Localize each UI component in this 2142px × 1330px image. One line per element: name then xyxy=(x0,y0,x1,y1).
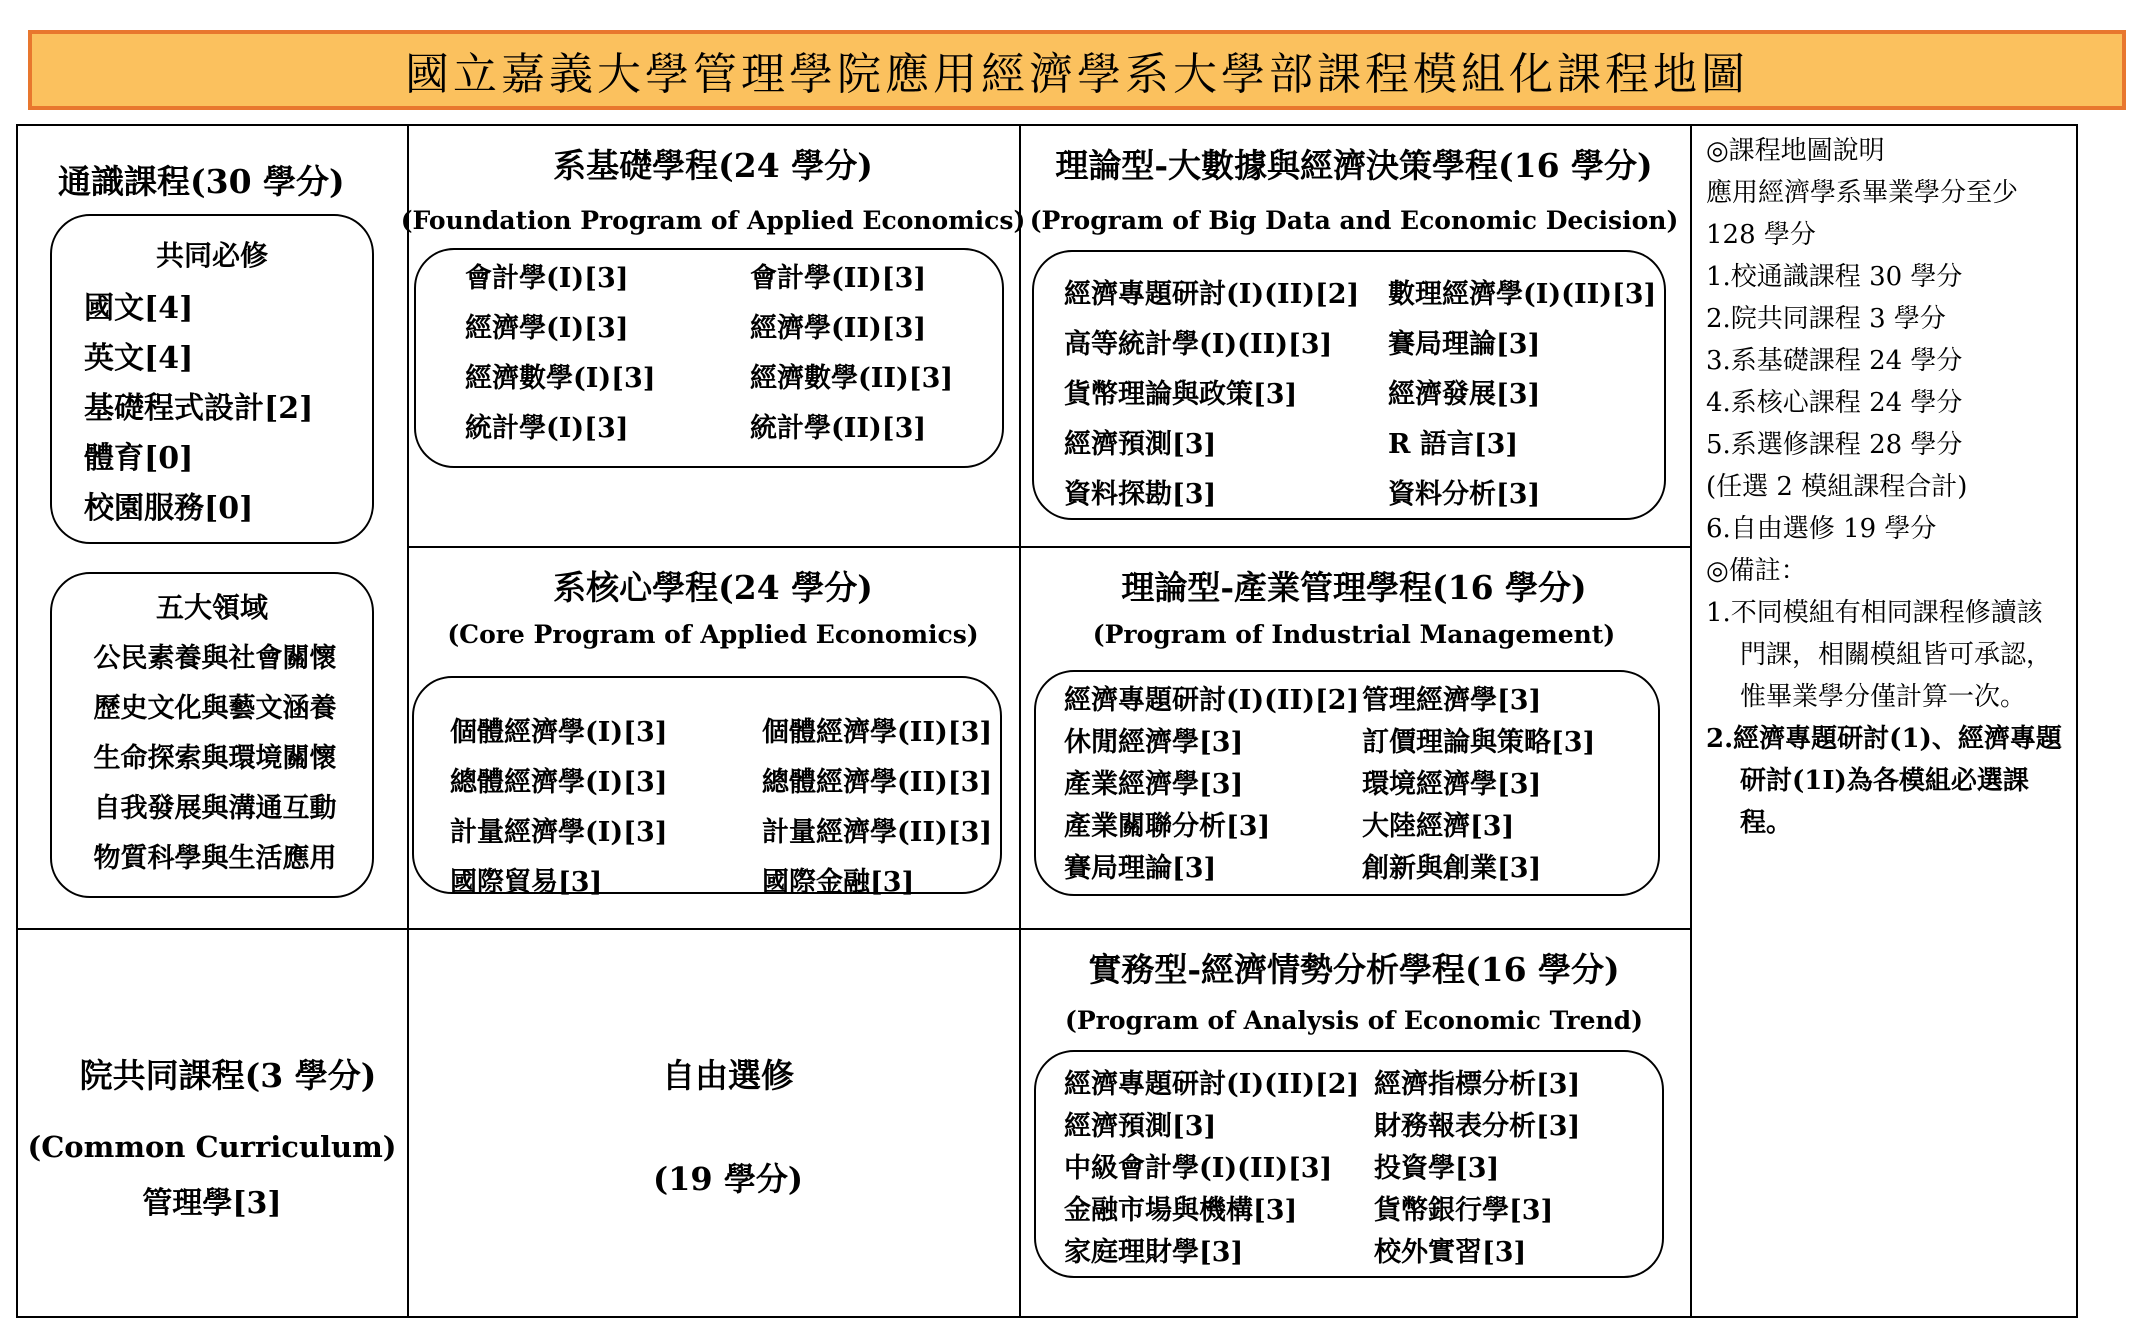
field-item: 生命探索與環境關懷 xyxy=(93,743,337,774)
trend-course: 經濟專題研討(I)(II)[2] xyxy=(1064,1069,1360,1100)
bigdata-course: R 語言[3] xyxy=(1388,429,1519,460)
note-line: 4.系核心課程 24 學分 xyxy=(1706,388,1963,418)
remark-line: 程。 xyxy=(1740,808,1793,838)
bigdata-heading: 理論型-大數據與經濟決策學程(16 學分) xyxy=(1055,146,1653,185)
general-heading: 通識課程(30 學分) xyxy=(58,162,345,201)
trend-course: 金融市場與機構[3] xyxy=(1064,1195,1298,1226)
trend-course: 校外實習[3] xyxy=(1374,1237,1527,1268)
foundation-course: 統計學(I)[3] xyxy=(465,413,629,444)
note-line: 5.系選修課程 28 學分 xyxy=(1706,430,1963,460)
core-course: 計量經濟學(I)[3] xyxy=(450,817,668,848)
trend-course: 經濟預測[3] xyxy=(1064,1111,1217,1142)
bigdata-course: 經濟專題研討(I)(II)[2] xyxy=(1064,279,1360,310)
remark-line: 2.經濟專題研討(1)、經濟專題 xyxy=(1706,724,2062,754)
core-course: 總體經濟學(II)[3] xyxy=(762,767,993,798)
industrial-course: 產業經濟學[3] xyxy=(1064,769,1244,800)
remark-line: 1.不同模組有相同課程修讀該 xyxy=(1706,598,2043,628)
trend-course: 貨幣銀行學[3] xyxy=(1374,1195,1554,1226)
fields-title: 五大領域 xyxy=(155,591,269,624)
industrial-course: 創新與創業[3] xyxy=(1362,853,1542,884)
bigdata-course: 經濟發展[3] xyxy=(1388,379,1541,410)
industrial-course: 訂價理論與策略[3] xyxy=(1362,727,1596,758)
industrial-heading: 理論型-產業管理學程(16 學分) xyxy=(1121,568,1587,607)
trend-course: 財務報表分析[3] xyxy=(1374,1111,1581,1142)
trend-course: 投資學[3] xyxy=(1374,1153,1500,1184)
foundation-course: 會計學(II)[3] xyxy=(750,263,927,294)
college-course: 管理學[3] xyxy=(142,1186,282,1221)
industrial-course: 大陸經濟[3] xyxy=(1362,811,1515,842)
foundation-course: 統計學(II)[3] xyxy=(750,413,927,444)
bigdata-course: 數理經濟學(I)(II)[3] xyxy=(1388,279,1657,310)
core-course: 國際貿易[3] xyxy=(450,867,603,898)
bigdata-course: 資料探勘[3] xyxy=(1064,479,1217,510)
industrial-course: 賽局理論[3] xyxy=(1064,853,1217,884)
trend-course: 家庭理財學[3] xyxy=(1064,1237,1244,1268)
elective-heading: 自由選修 xyxy=(662,1056,794,1095)
note-line: 128 學分 xyxy=(1706,220,1816,250)
foundation-course: 經濟數學(I)[3] xyxy=(465,363,656,394)
note-line: 6.自由選修 19 學分 xyxy=(1706,514,1937,544)
bigdata-course: 高等統計學(I)(II)[3] xyxy=(1064,329,1333,360)
note-line: 2.院共同課程 3 學分 xyxy=(1706,304,1946,334)
notes-panel xyxy=(1706,130,2106,844)
elective-credits: (19 學分) xyxy=(653,1160,803,1198)
divider-row-mid xyxy=(407,546,1690,548)
required-item: 校園服務[0] xyxy=(84,491,254,526)
bigdata-course: 貨幣理論與政策[3] xyxy=(1064,379,1298,410)
required-item: 基礎程式設計[2] xyxy=(84,391,314,426)
foundation-course: 會計學(I)[3] xyxy=(465,263,629,294)
industrial-english: (Program of Industrial Management) xyxy=(1092,620,1616,649)
page-title: 國立嘉義大學管理學院應用經濟學系大學部課程模組化課程地圖 xyxy=(28,30,2126,110)
divider-col-2 xyxy=(1019,124,1021,1318)
industrial-course: 管理經濟學[3] xyxy=(1362,685,1542,716)
trend-english: (Program of Analysis of Economic Trend) xyxy=(1065,1006,1643,1035)
note-line: ◎備註： xyxy=(1706,556,1807,586)
remark-line: 研討(1I)為各模組必選課 xyxy=(1740,766,2029,796)
bigdata-course: 賽局理論[3] xyxy=(1388,329,1541,360)
core-course: 計量經濟學(II)[3] xyxy=(762,817,993,848)
industrial-course: 經濟專題研討(I)(II)[2] xyxy=(1064,685,1360,716)
core-course: 個體經濟學(I)[3] xyxy=(450,717,668,748)
field-item: 物質科學與生活應用 xyxy=(93,843,337,874)
industrial-course: 休閒經濟學[3] xyxy=(1064,727,1244,758)
core-heading: 系核心學程(24 學分) xyxy=(553,568,873,607)
note-line: 應用經濟學系畢業學分至少 xyxy=(1706,178,2019,208)
core-course: 個體經濟學(II)[3] xyxy=(762,717,993,748)
foundation-heading: 系基礎學程(24 學分) xyxy=(553,146,873,185)
trend-course: 經濟指標分析[3] xyxy=(1374,1069,1581,1100)
note-line: 3.系基礎課程 24 學分 xyxy=(1706,346,1963,376)
core-course: 總體經濟學(I)[3] xyxy=(450,767,668,798)
foundation-english: (Foundation Program of Applied Economics) xyxy=(400,206,1026,235)
note-line: ◎課程地圖說明 xyxy=(1706,136,1885,166)
field-item: 自我發展與溝通互動 xyxy=(93,793,337,824)
required-item: 國文[4] xyxy=(84,291,194,326)
required-item: 體育[0] xyxy=(84,441,194,476)
bigdata-course: 資料分析[3] xyxy=(1388,479,1541,510)
remark-line: 惟畢業學分僅計算一次。 xyxy=(1740,682,2027,712)
core-english: (Core Program of Applied Economics) xyxy=(447,620,979,649)
foundation-course: 經濟學(I)[3] xyxy=(465,313,629,344)
bigdata-course: 經濟預測[3] xyxy=(1064,429,1217,460)
divider-row-bottom xyxy=(16,928,1690,930)
college-heading: 院共同課程(3 學分) xyxy=(79,1056,377,1095)
divider-col-3 xyxy=(1690,124,1692,1318)
note-line: (任選 2 模組課程合計) xyxy=(1706,472,1968,502)
foundation-course: 經濟學(II)[3] xyxy=(750,313,927,344)
college-english: (Common Curriculum) xyxy=(27,1130,397,1164)
divider-col-1 xyxy=(407,124,409,1318)
bigdata-english: (Program of Big Data and Economic Decision) xyxy=(1029,206,1679,235)
core-course: 國際金融[3] xyxy=(762,867,915,898)
trend-heading: 實務型-經濟情勢分析學程(16 學分) xyxy=(1088,950,1620,989)
remark-line: 門課，相關模組皆可承認， xyxy=(1740,640,2053,670)
required-title: 共同必修 xyxy=(155,239,269,272)
note-line: 1.校通識課程 30 學分 xyxy=(1706,262,1963,292)
trend-course: 中級會計學(I)(II)[3] xyxy=(1064,1153,1333,1184)
industrial-course: 環境經濟學[3] xyxy=(1362,769,1542,800)
field-item: 公民素養與社會關懷 xyxy=(93,643,337,674)
field-item: 歷史文化與藝文涵養 xyxy=(93,693,337,724)
required-item: 英文[4] xyxy=(84,341,194,376)
foundation-course: 經濟數學(II)[3] xyxy=(750,363,954,394)
industrial-course: 產業關聯分析[3] xyxy=(1064,811,1271,842)
